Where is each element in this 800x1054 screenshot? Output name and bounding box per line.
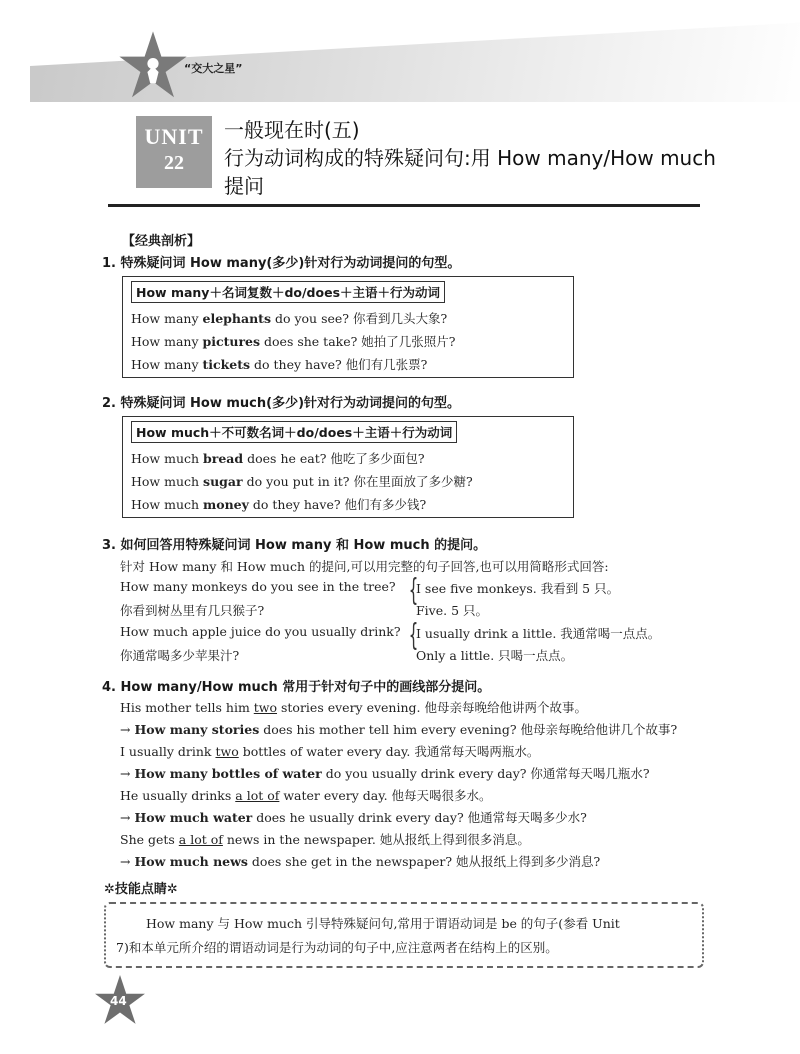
section-1-box	[122, 276, 574, 378]
qa-question: How many monkeys do you see in the tree?	[120, 579, 396, 594]
qa-answer-full: I usually drink a little. 我通常喝一点点。	[416, 626, 661, 641]
qa-question-cn: 你通常喝多少苹果汁?	[120, 648, 240, 663]
section-tag: 【经典剖析】	[122, 234, 201, 249]
tip-line-1: How many 与 How much 引导特殊疑问句,常用于谓语动词是 be 的句子(参看 Unit	[146, 916, 620, 931]
star-logo-icon	[118, 30, 188, 100]
logo-text: “交大之星”	[184, 62, 243, 75]
section-3-intro: 针对 How many 和 How much 的提问,可以用完整的句子回答,也可以用简略形式回答:	[120, 559, 609, 574]
tip-line-2: 7)和本单元所介绍的谓语动词是行为动词的句子中,应注意两者在结构上的区别。	[116, 940, 558, 955]
qa-question-cn: 你看到树丛里有几只猴子?	[120, 603, 265, 618]
title-line-3: 提问	[224, 174, 264, 198]
question-sentence: → How much news does she get in the newspaper? 她从报纸上得到多少消息?	[120, 854, 601, 869]
page-number: 44	[110, 994, 127, 1008]
example-row: How much bread does he eat? 他吃了多少面包?	[131, 451, 425, 466]
question-sentence: → How much water does he usually drink every day? 他通常每天喝多少水?	[120, 810, 587, 825]
qa-answer-short: Five. 5 只。	[416, 603, 489, 618]
section-2-heading: 2. 特殊疑问词 How much(多少)针对行为动词提问的句型。	[102, 396, 461, 411]
title-divider	[108, 204, 700, 207]
unit-word: UNIT	[144, 124, 204, 149]
question-sentence: → How many stories does his mother tell him every evening? 他母亲每晚给他讲几个故事?	[120, 722, 678, 737]
example-row: How many pictures does she take? 她拍了几张照片?	[131, 334, 456, 349]
title-line-2: 行为动词构成的特殊疑问句:用 How many/How much	[224, 146, 716, 170]
source-sentence: He usually drinks a lot of water every day. 他每天喝很多水。	[120, 788, 492, 803]
section-2-formula: How much＋不可数名词＋do/does＋主语＋行为动词	[131, 421, 457, 443]
tip-heading: ✲技能点睛✲	[104, 882, 178, 897]
qa-answer-short: Only a little. 只喝一点点。	[416, 648, 574, 663]
title-line-1: 一般现在时(五)	[224, 118, 360, 142]
example-row: How many elephants do you see? 你看到几头大象?	[131, 311, 448, 326]
example-row: How much sugar do you put in it? 你在里面放了多少糖?	[131, 474, 473, 489]
section-1-heading: 1. 特殊疑问词 How many(多少)针对行为动词提问的句型。	[102, 256, 461, 271]
question-sentence: → How many bottles of water do you usually drink every day? 你通常每天喝几瓶水?	[120, 766, 650, 781]
section-2-box	[122, 416, 574, 518]
section-4-heading: 4. How many/How much 常用于针对句子中的画线部分提问。	[102, 680, 491, 695]
source-sentence: His mother tells him two stories every evening. 他母亲每晚给他讲两个故事。	[120, 700, 587, 715]
source-sentence: She gets a lot of news in the newspaper. 她从报纸上得到很多消息。	[120, 832, 530, 847]
tip-box	[104, 902, 704, 968]
brace-icon: {	[408, 618, 419, 653]
section-3-heading: 3. 如何回答用特殊疑问词 How many 和 How much 的提问。	[102, 538, 487, 553]
qa-question: How much apple juice do you usually drink?	[120, 624, 401, 639]
example-row: How much money do they have? 他们有多少钱?	[131, 497, 427, 512]
source-sentence: I usually drink two bottles of water every day. 我通常每天喝两瓶水。	[120, 744, 540, 759]
qa-answer-full: I see five monkeys. 我看到 5 只。	[416, 581, 620, 596]
brace-icon: {	[408, 573, 419, 608]
example-row: How many tickets do they have? 他们有几张票?	[131, 357, 428, 372]
unit-badge	[136, 116, 212, 188]
section-1-formula: How many＋名词复数＋do/does＋主语＋行为动词	[131, 281, 445, 303]
unit-number: 22	[164, 152, 184, 174]
